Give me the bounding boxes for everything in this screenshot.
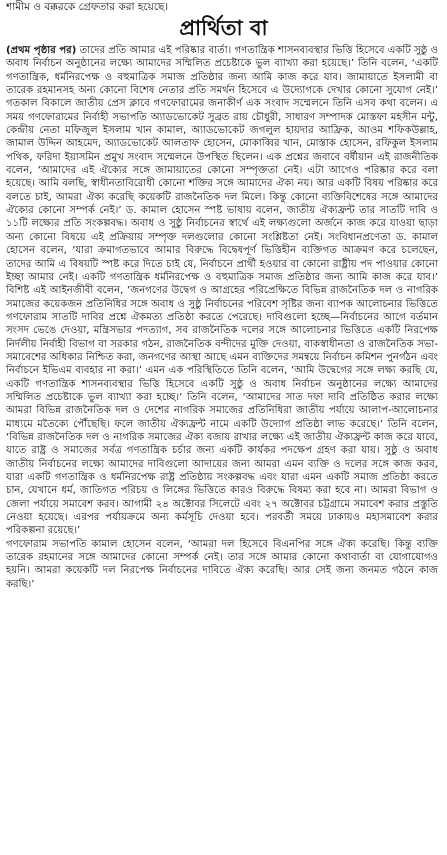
article-body [6,44,438,850]
continuation-label: (প্রথম পৃষ্ঠার পর) [6,45,77,56]
paragraph-text: তাদের প্রতি আমার এই পরিষ্কার বার্তা। গণতান্ত্রিক শাসনব্যবস্থার ভিত্তি হিসেবে একটি সুষ্ঠু ও অবাধ নির্বাচন অনুষ্ঠানের লক্ষ্যে আমাদের সম্মিলিত প্রচেষ্টাকে ভুল ব্যাখ্যা করা হয়েছে।’ তিনি বলেন, ‘একটি গণতান্ত্রিক, ধর্মনিরপেক্ষ ও বহুমাত্রিক সমাজ প্রতিষ্ঠার জন্য আমি কাজ করে যাব। জামায়াতে ইসলামী বা তারেক রহমানসহ অন্য কোনো বিশেষ নেতার প্রতি সমর্থন হিসেবে এ উদ্যোগকে দেখার কোনো সুযোগ নেই।’ গতকাল বিকালে জাতীয় প্রেস ক্লাবে গণফোরামের জনাকীর্ণ এক সংবাদ সম্মেলনে তিনি এসব কথা বলেন। এ সময় গণফোরামের নির্বাহী সভাপতি অ্যাডভোকেট সুব্রত রায় চৌধুরী, সাধারণ সম্পাদক মোস্তফা মহসীন মন্টু, কেন্দ্রীয় নেতা মফিজুল ইসলাম খান কামাল, অ্যাডভোকেট জগলুল হায়দার আফ্রিক, আওম শফিকউল্লাহ, জামাল উদ্দিন আহমেদ, অ্যাডভোকেট আলতাফ হোসেন, মোকাব্বির খান, মোস্তাক হোসেন, রফিকুল ইসলাম পথিক, ফরিদা ইয়াসমিন প্রমুখ সংবাদ সম্মেলনে উপস্থিত ছিলেন। এক প্রশ্নের জবাবে বর্ষীয়ান এই রাজনীতিক বলেন, ‘আমাদের এই ঐক্যের সঙ্গে জামায়াতের কোনো সম্পৃক্ততা নেই। এটা আগেও পরিষ্কার করে বলা হয়েছে। আমি বলছি, স্বাধীনতাবিরোধী কোনো শক্তির সঙ্গে আমাদের ঐক্য নয়। আর একটি বিষয় পরিষ্কার করে বলতে চাই, আমরা ঐক্য করেছি কয়েকটি রাজনৈতিক দল মিলে। কিন্তু কোনো ব্যক্তিবিশেষের সঙ্গে আমাদের ঐক্যের কোনো সম্পর্ক নেই।’ ড. কামাল হোসেন স্পষ্ট ভাষায় বলেন, জাতীয় ঐক্যফ্রন্ট তার সাতটি দাবি ও ১১টি লক্ষ্যের প্রতি সংকল্পবদ্ধ। অবাধ ও সুষ্ঠু নির্বাচনের স্বার্থে এই লক্ষ্যগুলো অর্জনে কাজ করে যাওয়া ছাড়া অন্য কোনো বিষয়ে এই প্রক্রিয়ায় সম্পৃক্ত দলগুলোর কোনো সংশ্লিষ্টতা নেই। সংবিধানপ্রণেতা ড. কামাল হোসেন বলেন, ‘যারা ক্রমাগতভাবে আমার বিরুদ্ধে বিদ্বেষপূর্ণ ভিত্তিহীন ব্যক্তিগত আক্রমণ করে চলেছেন, তাদের আমি এ বিষয়টি স্পষ্ট করে দিতে চাই যে, নির্বাচনে প্রার্থী হওয়ার বা কোনো রাষ্ট্রীয় পদ পাওয়ার কোনো ইচ্ছা আমার নেই। একটি গণতান্ত্রিক ধর্মনিরপেক্ষ ও বহুমাত্রিক সমাজ প্রতিষ্ঠার জন্য আমি কাজ করে যাব।’ বিশিষ্ট এই আইনজীবী বলেন, ‘জনগণের উদ্বেগ ও আগ্রহের পরিপ্রেক্ষিতে বিভিন্ন রাজনৈতিক দল ও নাগরিক সমাজের কয়েকজন প্রতিনিধির সঙ্গে অবাধ ও সুষ্ঠু নির্বাচনের পরিবেশ সৃষ্টির জন্য ব্যাপক আলোচনার ভিত্তিতে গণফোরাম সাতটি দাবির প্রশ্নে ঐকমত্য প্রতিষ্ঠা করতে পেরেছে। দাবিগুলো হচ্ছে—নির্বাচনের আগে বর্তমান সংসদ ভেঙে দেওয়া, মন্ত্রিসভার পদত্যাগ, সব রাজনৈতিক দলের সঙ্গে আলোচনার ভিত্তিতে একটি নিরপেক্ষ নির্দলীয় নির্বাহী বিভাগ বা সরকার গঠন, রাজনৈতিক বন্দীদের মুক্তি দেওয়া, বাকস্বাধীনতা ও রাজনৈতিক সভা-সমাবেশের অধিকার নিশ্চিত করা, জনগণের আস্থা আছে এমন ব্যক্তিদের সমন্বয়ে নির্বাচন কমিশন পুনর্গঠন এবং নির্বাচনে ইভিএম ব্যবহার না করা।’ এমন এক পরিস্থিতিতে তিনি বলেন, ‘আমি উদ্বেগের সঙ্গে লক্ষ্য করছি যে, একটি গণতান্ত্রিক শাসনব্যবস্থার ভিত্তি হিসেবে একটি সুষ্ঠু ও অবাধ নির্বাচন অনুষ্ঠানের লক্ষ্যে আমাদের সম্মিলিত প্রচেষ্টাকে ভুল ব্যাখ্যা করা হচ্ছে।’ তিনি বলেন, ‘আমাদের সাত দফা দাবি প্রতিষ্ঠিত করার লক্ষ্যে আমরা বিভিন্ন রাজনৈতিক দল ও দেশের নাগরিক সমাজের প্রতিনিধিরা জাতীয় পর্যায়ে আলাপ-আলোচনার মাধ্যমে মতৈক্যে পৌঁছেছি। ফলে জাতীয় ঐক্যফ্রন্ট নামে একটি উদ্যোগ প্রতিষ্ঠা লাভ করেছে।’ তিনি বলেন, ‘বিভিন্ন রাজনৈতিক দল ও নাগরিক সমাজের ঐক্য বজায় রাখার লক্ষ্যে এই জাতীয় ঐক্যফ্রন্ট কাজ করে যাবে, যাতে রাষ্ট্র ও সমাজের সর্বত্র গণতান্ত্রিক চর্চার জন্য একটি কার্যকর পদক্ষেপ গ্রহণ করা যায়। সুষ্ঠু ও অবাধ জাতীয় নির্বাচনের লক্ষ্যে আমাদের দাবিগুলো আদায়ের জন্য আমরা এমন ব্যক্তি ও দলের সঙ্গে কাজ করব, যারা একটি গণতান্ত্রিক ও ধর্মনিরপেক্ষ রাষ্ট্র প্রতিষ্ঠায় সংকল্পবদ্ধ এবং যারা এমন একটি সমাজ প্রতিষ্ঠা করতে চান, যেখানে ধর্ম, জাতিগত পরিচয় ও লিঙ্গের ভিত্তিতে কারও বিরুদ্ধে বিষম্য করা হবে না। আমরা বিভাগ ও জেলা পর্যায়ে সমাবেশ করব। আগামী ২৪ অক্টোবর সিলেটে এবং ২৭ অক্টোবর চট্টগ্রামে সমাবেশ করার প্রস্তুতি নেওয়া হয়েছে। এরপর পর্যায়ক্রমে অন্য কর্মসূচি দেওয়া হবে। পরবর্তী সময়ে ঢাকায়ও মহাসমাবেশ করার পরিকল্পনা রয়েছে।’ [6,45,438,537]
article-paragraph [6,44,438,538]
article-paragraph: গণফোরাম সভাপতি কামাল হোসেন বলেন, ‘আমরা দল হিসেবে বিএনপির সঙ্গে ঐক্য করেছি। কিন্তু ব্যক্তি তারেক রহমানের সঙ্গে আমাদের কোনো সম্পর্ক নেই। তার সঙ্গে আমার কোনো কথাবার্তা বা যোগাযোগও হয়নি। আমরা কয়েকটি দল নিরপেক্ষ নির্বাচনের দাবিতে ঐক্য করেছি। আর সেই জন্য জনমত গঠনে কাজ করছি।’ [6,538,438,590]
previous-article-tail: শামীম ও বক্করকে গ্রেফতার করা হয়েছে। [6,1,169,13]
headline: প্রার্থিতা বা [179,15,268,40]
